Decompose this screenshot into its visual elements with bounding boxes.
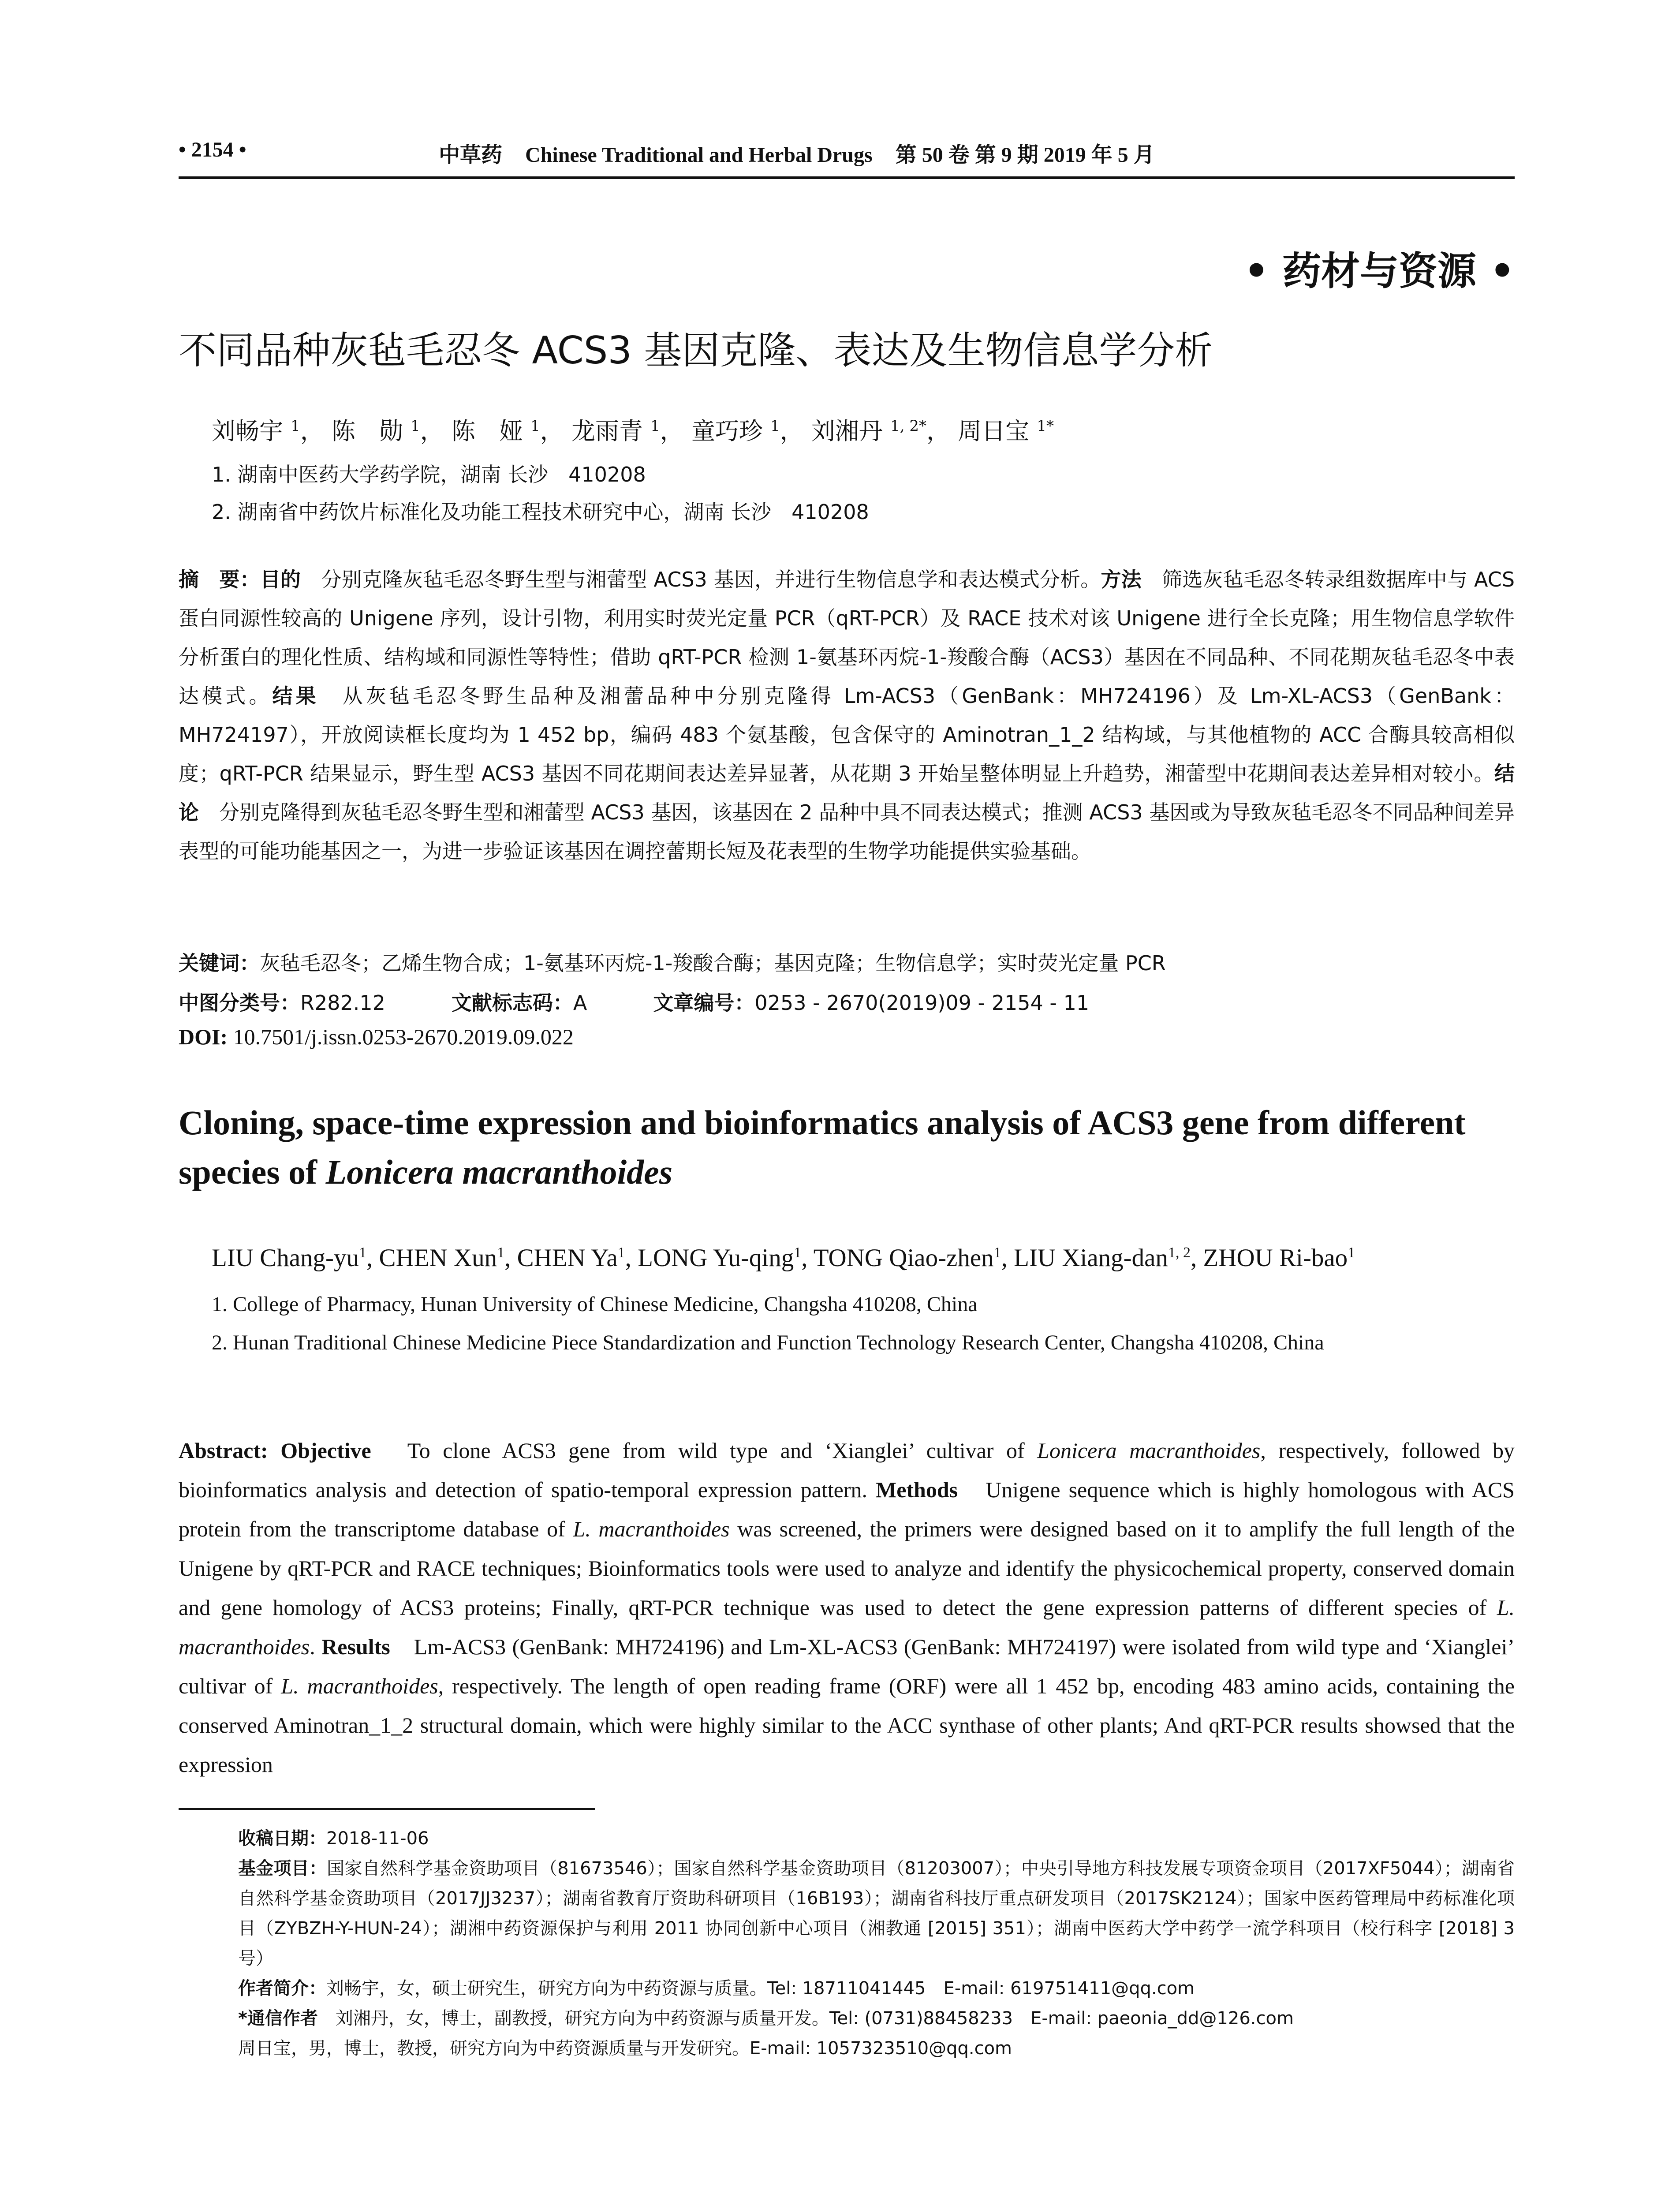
title-en-text: Cloning, space-time expression and bioinformatics analysis of ACS3 gene from different species of: [179, 1103, 1466, 1191]
fund-info: [238, 1854, 1515, 1973]
received-value: 2018-11-06: [326, 1828, 429, 1849]
fund-label: 基金项目：: [238, 1858, 327, 1879]
abstract-cn: [179, 560, 1515, 871]
section-label: • 药材与资源 •: [1244, 248, 1515, 294]
author-list-cn: 刘畅宇 $^1$， 陈 勋 $^1$， 陈 娅 $^1$， 龙雨青 $^1$， 童巧珍 $^1$， 刘湘丹 $^{1, 2*}$， 周日宝 $^{1*}$: [212, 417, 1054, 445]
doc-code-value: A: [573, 991, 587, 1015]
results-en-text: , respectively. The length of open reading frame (ORF) were all 1 452 bp, encoding 483 amino acids, containing the conserved Aminotran_1_2 structural domain, which were highly similar to the ACC synthase of other plants; And qRT-PCR results showsed that the expression: [179, 1674, 1515, 1777]
author-bio: [238, 1973, 1515, 2003]
journal-name-cn: 中草药: [439, 142, 503, 167]
author-bio-label: 作者简介：: [238, 1978, 326, 1999]
methods-label: 方法: [1101, 568, 1142, 591]
methods-en-text: Unigene sequence which is highly homologous with ACS protein from the transcriptome database of: [179, 1477, 1515, 1541]
fund-text: 国家自然科学基金资助项目（81673546）；国家自然科学基金资助项目（81203007）；中央引导地方科技发展专项资金项目（2017XF5044）；湖南省自然科学基金资助项目（2017JJ3237）；湖南省教育厅资助科研项目（16B193）；湖南省科技厅重点研发项目（2017SK2124）；国家中医药管理局中药标准化项目（ZYBZH-Y-HUN-24）；湖湘中药资源保护与利用 2011 协同创新中心项目（湘教通 [2015] 351）；湖南中医药大学中药学一流学科项目（校行科字 [2018] 3 号）: [238, 1858, 1515, 1969]
methods-en-text: was screened, the primers were designed based on it to amplify the full length of the Unigene by qRT-PCR and RACE techniques; Bioinformatics tools were used to analyze and identify the physicochemical property, conserved domain and gene homology of ACS3 proteins; Finally, qRT-PCR technique was used to detect the gene expression patterns of different species of: [179, 1517, 1515, 1620]
title-en-species: Lonicera macranthoides: [325, 1153, 673, 1191]
clc-label: 中图分类号：: [179, 991, 300, 1015]
journal-info: [439, 138, 1155, 168]
doi-label: DOI:: [179, 1024, 228, 1049]
author-en: LIU Xiang-dan$^{1, 2}$: [1014, 1244, 1191, 1272]
article-no-value: 0253 - 2670(2019)09 - 2154 - 11: [754, 991, 1090, 1015]
methods-text: 筛选灰毡毛忍冬转录组数据库中与 ACS 蛋白同源性较高的 Unigene 序列，设计引物，利用实时荧光定量 PCR（qRT-PCR）及 RACE 技术对该 Unigene 进行全长克隆；用生物信息学软件分析蛋白的理化性质、结构域和同源性等特性；借助 qRT-PCR 检测 1-氨基环丙烷-1-羧酸合酶（ACS3）基因在不同品种、不同花期灰毡毛忍冬中表达模式。: [179, 568, 1515, 708]
affiliation-cn-1: 1. 湖南中医药大学药学院，湖南 长沙 410208: [212, 463, 646, 486]
conclusion-text: 分别克隆得到灰毡毛忍冬野生型和湘蕾型 ACS3 基因，该基因在 2 品种中具不同表达模式；推测 ACS3 基因或为导致灰毡毛忍冬不同品种间差异表型的可能功能基因之一，为进一步验证该基因在调控蕾期长短及花表型的生物学功能提供实验基础。: [179, 800, 1515, 863]
corresponding-text-1: 刘湘丹，女，博士，副教授，研究方向为中药资源与质量开发。Tel: (0731)88458233 E-mail: paeonia_dd@126.com: [317, 2008, 1294, 2029]
species-name: L. macranthoides: [281, 1674, 438, 1698]
results-text: 从灰毡毛忍冬野生品种及湘蕾品种中分别克隆得 Lm-ACS3（GenBank：MH724196）及 Lm-XL-ACS3（GenBank：MH724197），开放阅读框长度均为 1 452 bp，编码 483 个氨基酸，包含保守的 Aminotran_1_2 结构域，与其他植物的 ACC 合酶具较高相似度；qRT-PCR 结果显示，野生型 ACS3 基因不同花期间表达差异显著，从花期 3 开始呈整体明显上升趋势，湘蕾型中花期间表达差异相对较小。: [179, 684, 1515, 785]
author-cn: 陈 娅 $^1$: [451, 417, 540, 445]
objective-en-text: , respectively, followed by bioinformatics analysis and detection of spatio-temporal expression pattern.: [179, 1438, 1515, 1502]
author-cn: 陈 勋 $^1$: [331, 417, 420, 445]
article-title-en: [179, 1098, 1515, 1197]
author-en: TONG Qiao-zhen$^1$: [813, 1244, 1001, 1272]
journal-name-en: Chinese Traditional and Herbal Drugs: [525, 143, 873, 167]
results-en-text: Lm-ACS3 (GenBank: MH724196) and Lm-XL-ACS3 (GenBank: MH724197) were isolated from wild type and ‘Xianglei’ cultivar of: [179, 1634, 1515, 1698]
doi-value[interactable]: 10.7501/j.issn.0253-2670.2019.09.022: [228, 1024, 574, 1049]
footnote-rule: [179, 1808, 595, 1810]
keywords-text: 灰毡毛忍冬；乙烯生物合成；1-氨基环丙烷-1-羧酸合酶；基因克隆；生物信息学；实时荧光定量 PCR: [260, 951, 1166, 975]
issue-info: 第 50 卷 第 9 期 2019 年 5 月: [895, 143, 1155, 167]
species-name: Lonicera macranthoides: [1037, 1438, 1261, 1463]
objective-en-text: To clone ACS3 gene from wild type and ‘Xianglei’ cultivar of: [371, 1438, 1038, 1463]
header-rule: [179, 176, 1515, 179]
corresponding-author: [238, 2003, 1515, 2033]
results-en-label: Results: [321, 1634, 390, 1659]
author-en: ZHOU Ri-bao$^1$: [1203, 1244, 1355, 1272]
article-title-cn: 不同品种灰毡毛忍冬 ACS3 基因克隆、表达及生物信息学分析: [179, 329, 1213, 373]
doi-line: [179, 1024, 574, 1050]
author-cn: 刘畅宇 $^1$: [212, 417, 300, 445]
methods-en-text: .: [310, 1634, 322, 1659]
author-cn: 龙雨青 $^1$: [571, 417, 660, 445]
author-en: CHEN Ya$^1$: [517, 1244, 625, 1272]
species-name: L. macranthoides: [179, 1595, 1515, 1659]
species-name: L. macranthoides: [573, 1517, 730, 1541]
received-label: 收稿日期：: [238, 1828, 326, 1849]
author-en: LONG Yu-qing$^1$: [638, 1244, 802, 1272]
page-number: • 2154 •: [179, 138, 246, 161]
author-cn: 童巧珍 $^1$: [691, 417, 780, 445]
keywords-cn: [179, 947, 1166, 976]
running-header: [179, 138, 1515, 177]
keywords-label: 关键词：: [179, 951, 260, 975]
footnotes: [238, 1824, 1515, 2063]
doc-code-label: 文献标志码：: [451, 991, 573, 1015]
corresponding-author-2: 周日宝，男，博士，教授，研究方向为中药资源质量与开发研究。E-mail: 1057323510@qq.com: [238, 2038, 1012, 2059]
corresponding-label: *通信作者: [238, 2008, 318, 2029]
affiliation-cn-2: 2. 湖南省中药饮片标准化及功能工程技术研究中心，湖南 长沙 410208: [212, 500, 869, 524]
affiliation-en-1: 1. College of Pharmacy, Hunan University of Chinese Medicine, Changsha 410208, China: [212, 1293, 978, 1316]
author-bio-text: 刘畅宇，女，硕士研究生，研究方向为中药资源与质量。Tel: 18711041445 E-mail: 619751411@qq.com: [326, 1978, 1195, 1999]
abstract-cn-label: 摘 要：: [179, 568, 260, 591]
author-cn: 周日宝 $^{1*}$: [958, 417, 1054, 445]
author-list-en: LIU Chang-$yu^1$, CHEN Xun$^1$, CHEN Ya$^1$, LONG Yu-qing$^1$, TONG Qiao-zhen$^1$, LIU Xiang-dan$^{1, 2}$, ZHOU Ri-bao$^1$: [212, 1244, 1355, 1272]
objective-text: 分别克隆灰毡毛忍冬野生型与湘蕾型 ACS3 基因，并进行生物信息学和表达模式分析。: [301, 568, 1101, 591]
author-en: CHEN Xun$^1$: [379, 1244, 505, 1272]
author-en: LIU Chang-$yu^1$: [212, 1244, 367, 1272]
article-no-label: 文章编号：: [653, 991, 755, 1015]
received-date: [238, 1824, 1515, 1854]
clc-value: R282.12: [300, 991, 385, 1015]
classification-line: [179, 987, 1089, 1016]
objective-label: 目的: [260, 568, 301, 591]
abstract-en: [179, 1431, 1515, 1784]
abstract-en-label: Abstract: Objective: [179, 1438, 371, 1463]
affiliation-en-2: 2. Hunan Traditional Chinese Medicine Piece Standardization and Function Technology Research Center, Changsha 410208, China: [212, 1331, 1324, 1354]
results-label: 结果: [272, 684, 319, 708]
author-cn: 刘湘丹 $^{1, 2*}$: [811, 417, 926, 445]
conclusion-label: 结论: [179, 762, 1515, 824]
methods-en-label: Methods: [876, 1477, 958, 1502]
